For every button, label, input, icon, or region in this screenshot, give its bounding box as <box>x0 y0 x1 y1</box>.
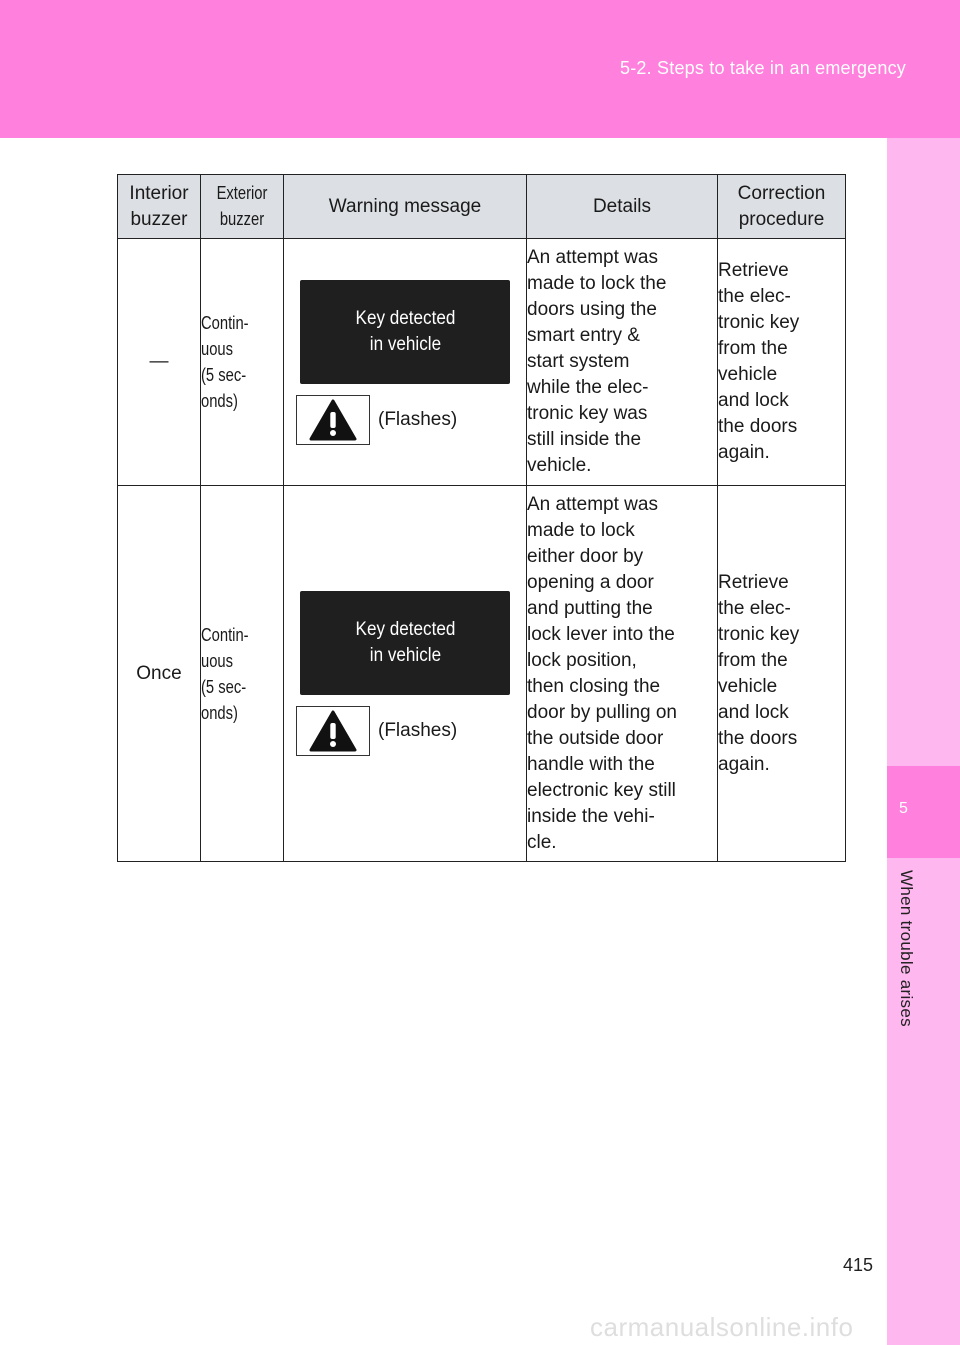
warning-message-cell <box>284 486 527 862</box>
flashes-label: (Flashes) <box>378 408 458 430</box>
warning-triangle-icon <box>296 706 370 756</box>
watermark: carmanualsonline.info <box>590 1312 854 1342</box>
table-row <box>118 486 846 862</box>
exterior-buzzer-cell: Contin- uous (5 sec- onds) <box>201 486 284 862</box>
header-exterior-buzzer: Exterior buzzer <box>201 175 284 239</box>
interior-buzzer-cell: — <box>118 239 201 486</box>
table-header-row <box>118 175 846 239</box>
details-cell: An attempt was made to lock the doors using the smart entry & start system while the elec- tronic key was still inside the vehicle. <box>527 239 718 486</box>
header-details: Details <box>527 175 718 239</box>
warning-table <box>117 174 846 862</box>
chapter-number: 5 <box>899 800 908 817</box>
warning-triangle-icon <box>296 395 370 445</box>
table-row <box>118 239 846 486</box>
exterior-buzzer-cell: Contin- uous (5 sec- onds) <box>201 239 284 486</box>
flashes-label: (Flashes) <box>378 720 458 741</box>
interior-buzzer-cell: Once <box>118 486 201 862</box>
message-display-text: Key detected in vehicle <box>355 619 455 666</box>
side-strip <box>887 138 960 1345</box>
correction-cell: Retrieve the elec- tronic key from the vehicle and lock the doors again. <box>718 486 846 862</box>
message-display-text: Key detected in vehicle <box>355 307 455 355</box>
header-correction: Correction procedure <box>718 175 846 239</box>
message-display <box>300 591 510 695</box>
header-interior-buzzer: Interior buzzer <box>118 175 201 239</box>
chapter-title: When trouble arises <box>897 870 916 1027</box>
header-warning-message: Warning message <box>284 175 527 239</box>
warning-message-cell <box>284 239 527 486</box>
message-display <box>300 280 510 384</box>
details-cell: An attempt was made to lock either door by opening a door and putting the lock lever into the lock position, then closing the door by pulling on the outside door handle with the electronic key still inside the vehi- cle. <box>527 486 718 862</box>
correction-cell: Retrieve the elec- tronic key from the vehicle and lock the doors again. <box>718 239 846 486</box>
page-number: 415 <box>843 1255 874 1275</box>
section-header: 5-2. Steps to take in an emergency <box>620 58 906 78</box>
